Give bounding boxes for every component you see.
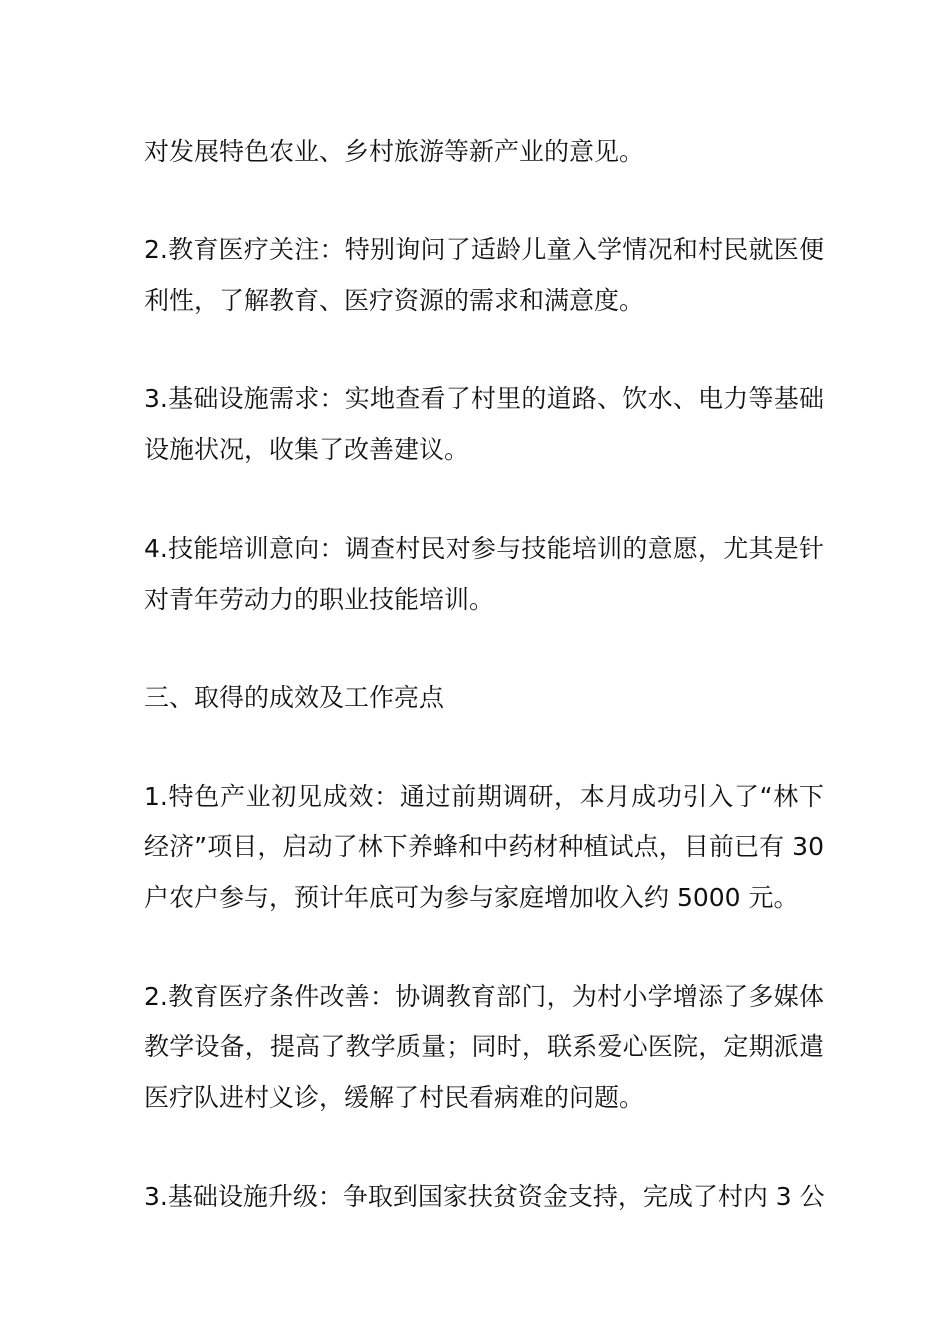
paragraph-line: 1.特色产业初见成效：通过前期调研，本月成功引入了“林下 <box>144 782 824 811</box>
paragraph-line: 医疗队进村义诊，缓解了村民看病难的问题。 <box>144 1083 645 1112</box>
section-heading: 三、取得的成效及工作亮点 <box>144 683 445 712</box>
paragraph-line: 4.技能培训意向：调查村民对参与技能培训的意愿，尤其是针 <box>144 534 824 563</box>
paragraph-line: 教学设备，提高了教学质量；同时，联系爱心医院，定期派遣 <box>144 1032 824 1061</box>
paragraph-line: 3.基础设施需求：实地查看了村里的道路、饮水、电力等基础 <box>144 384 824 413</box>
paragraph-line: 利性，了解教育、医疗资源的需求和满意度。 <box>144 286 645 315</box>
paragraph-line: 对发展特色农业、乡村旅游等新产业的意见。 <box>144 137 645 166</box>
paragraph-line: 2.教育医疗条件改善：协调教育部门，为村小学增添了多媒体 <box>144 982 824 1011</box>
paragraph-line: 经济”项目，启动了林下养蜂和中药材种植试点，目前已有 30 <box>144 832 824 861</box>
paragraph-line: 2.教育医疗关注：特别询问了适龄儿童入学情况和村民就医便 <box>144 235 824 264</box>
paragraph-line: 对青年劳动力的职业技能培训。 <box>144 585 495 614</box>
paragraph-line: 3.基础设施升级：争取到国家扶贫资金支持，完成了村内 3 公 <box>144 1182 825 1211</box>
paragraph-line: 户农户参与，预计年底可为参与家庭增加收入约 5000 元。 <box>144 883 799 912</box>
paragraph-line: 设施状况，收集了改善建议。 <box>144 435 470 464</box>
